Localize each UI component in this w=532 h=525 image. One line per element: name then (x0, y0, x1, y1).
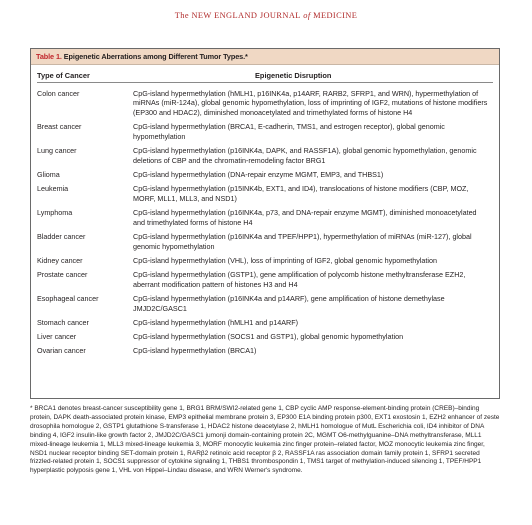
table-row (37, 294, 493, 313)
epigenetic-table (30, 48, 500, 399)
cancer-type-cell: Bladder cancer (37, 231, 86, 241)
epigenetic-disruption-cell: CpG-island hypermethylation (DNA-repair enzyme MGMT, EMP3, and THBS1) (133, 169, 384, 179)
epigenetic-disruption-cell: CpG-island hypermethylation (p16INK4a and p14ARF), gene amplification of histone demethylase JMJD2C/GASC1 (133, 293, 445, 313)
table-column-headers (37, 65, 493, 83)
column-header-epigenetic-disruption: Epigenetic Disruption (255, 71, 332, 80)
epigenetic-disruption-cell: CpG-island hypermethylation (VHL), loss of imprinting of IGF2, global genomic hypomethylation (133, 255, 438, 265)
table-row (37, 146, 493, 165)
table-caption-label: Table 1. (36, 52, 62, 61)
table-caption (31, 49, 499, 65)
cancer-type-cell: Colon cancer (37, 88, 80, 98)
journal-of: of (300, 11, 314, 20)
epigenetic-disruption-cell: CpG-island hypermethylation (p15INK4b, EXT1, and ID4), translocations of histone modifiers (CBP, MOZ, MORF, MLL1, MLL3, and NSD1) (133, 184, 469, 203)
epigenetic-disruption-cell: CpG-island hypermethylation (hMLH1 and p14ARF) (133, 317, 298, 327)
table-row (37, 122, 493, 141)
epigenetic-disruption-cell: CpG-island hypermethylation (p16INK4a, p73, and DNA-repair enzyme MGMT), diminished monoacetylated and trimethylated forms of histone H4 (133, 208, 477, 227)
table-row (37, 208, 493, 227)
epigenetic-disruption-cell: CpG-island hypermethylation (SOCS1 and GSTP1), global genomic hypomethylation (133, 332, 404, 342)
epigenetic-disruption-cell: CpG-island hypermethylation (BRCA1, E-cadherin, TMS1, and estrogen receptor), global genomic hypomethylation (133, 122, 445, 141)
table-row (37, 89, 493, 118)
epigenetic-disruption-cell: CpG-island hypermethylation (BRCA1) (133, 346, 257, 356)
cancer-type-cell: Prostate cancer (37, 270, 88, 280)
epigenetic-disruption-cell: CpG-island hypermethylation (p16INK4a, DAPK, and RASSF1A), global genomic hypomethylation, genomic deletions of CBP and the chromatin-remodeling factor BRG1 (133, 146, 477, 165)
table-body (31, 83, 499, 356)
table-footnote: * BRCA1 denotes breast-cancer susceptibility gene 1, BRG1 BRM/SWI2-related gene 1, CBP cyclic AMP response-element-binding protein (CREB)–binding protein, DAPK death-associated protein kinase, EMP3 epithelial membrane protein 3, EP300 E1A binding protein p300, EXT1 exostosin 1, EZH2 enhancer of zeste drosophila homologue 2, GSTP1 glutathione S-transferase 1, HDAC2 histone deacetylase 2, hMLH1 homologue of MutL Escherichia coli, ID4 inhibitor of DNA binding 4, IGF2 insulin-like growth factor 2, JMJD2C/GASC1 jumonji domain-containing protein 2C, MGMT O6-methylguanine–DNA methyltransferase, MLL1 mixed-lineage leukemia 1, MLL3 mixed-lineage leukemia 3, MORF monocytic leukemia zinc finger protein–related factor, MOZ monocytic leukemia zinc finger, NSD1 nuclear receptor binding SET-domain protein 1, RARβ2 retinoic acid receptor β 2, RASSF1A ras association domain family protein 1, SFRP1 secreted frizzled-related protein 1, SOCS1 suppressor of cytokine signaling 1, THBS1 thrombospondin 1, TMS1 target of methylation-induced silencing 1, TPEF/HPP1 hyperplastic polyposis gene 1, VHL von Hippel–Lindau disease, and WRN Werner's syndrome. (30, 405, 500, 475)
table-row (37, 170, 493, 180)
cancer-type-cell: Stomach cancer (37, 317, 89, 327)
cancer-type-cell: Kidney cancer (37, 255, 83, 265)
table-row (37, 346, 493, 356)
epigenetic-disruption-cell: CpG-island hypermethylation (hMLH1, p16INK4a, p14ARF, RARB2, SFRP1, and WRN), hypermethylation of miRNAs (miR-124a), global genomic hypomethylation, loss of imprinting of IGF2, mutations of histone modifiers (EP300 and HDAC2), diminished monoacetylated and trimethylated forms of histone H4 (133, 88, 488, 117)
table-row (37, 270, 493, 289)
column-header-cancer-type: Type of Cancer (37, 71, 90, 80)
cancer-type-cell: Lymphoma (37, 208, 73, 218)
journal-header (0, 11, 532, 20)
cancer-type-cell: Leukemia (37, 184, 69, 194)
cancer-type-cell: Liver cancer (37, 332, 77, 342)
table-row (37, 318, 493, 328)
table-row (37, 256, 493, 266)
table-row (37, 184, 493, 203)
cancer-type-cell: Glioma (37, 169, 60, 179)
journal-suffix: MEDICINE (313, 11, 358, 20)
journal-name: NEW ENGLAND JOURNAL (191, 11, 301, 20)
table-caption-text: Epigenetic Aberrations among Different Tumor Types.* (61, 52, 248, 61)
table-row (37, 332, 493, 342)
cancer-type-cell: Ovarian cancer (37, 346, 86, 356)
cancer-type-cell: Breast cancer (37, 122, 82, 132)
epigenetic-disruption-cell: CpG-island hypermethylation (p16INK4a and TPEF/HPP1), hypermethylation of miRNAs (miR-127), global genomic hypomethylation (133, 231, 472, 251)
cancer-type-cell: Lung cancer (37, 146, 77, 156)
cancer-type-cell: Esophageal cancer (37, 293, 99, 303)
table-row (37, 232, 493, 251)
journal-prefix: The (174, 11, 192, 20)
epigenetic-disruption-cell: CpG-island hypermethylation (GSTP1), gene amplification of polycomb histone methyltransferase EZH2, aberrant modification pattern of histones H3 and H4 (133, 270, 466, 289)
